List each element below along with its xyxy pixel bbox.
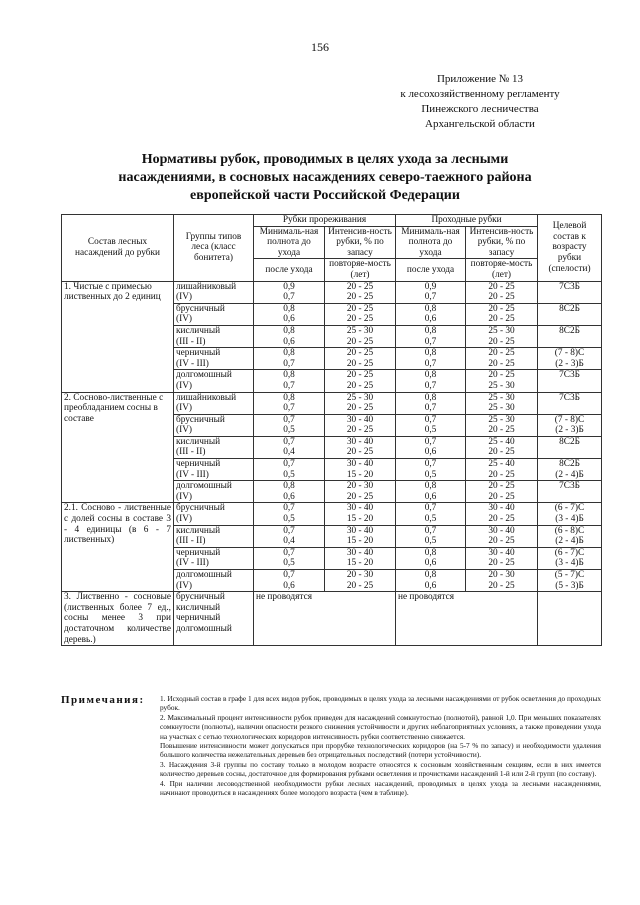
appendix-line: Приложение № 13	[436, 73, 524, 85]
passage-density-line: 0,7	[424, 380, 437, 391]
target-composition-cell	[538, 281, 602, 303]
thinning-density-cell	[254, 303, 325, 325]
thinning-intensity-line: 15 - 20	[346, 514, 374, 525]
passage-intensity-cell	[466, 547, 538, 569]
thinning-density-line: 0,4	[283, 536, 295, 547]
thinning-density-cell	[254, 281, 325, 303]
thinning-intensity-cell	[325, 459, 396, 481]
header-composition: Состав лесных насаждений до рубки	[62, 215, 174, 282]
passage-intensity-line: 20 - 25	[488, 514, 515, 525]
thinning-density-cell	[254, 348, 325, 370]
target-composition-line: (6 - 7)С	[554, 547, 585, 558]
passage-density-line: 0,7	[424, 414, 437, 425]
thinning-density-cell	[254, 392, 325, 414]
forest-type-line: (IV)	[176, 380, 193, 391]
passage-density-cell	[396, 348, 466, 370]
thinning-intensity-cell	[325, 348, 396, 370]
passage-intensity-line: 20 - 25	[488, 370, 515, 381]
target-composition-cell	[538, 570, 602, 592]
passage-density-cell	[396, 436, 466, 458]
thinning-density-line: 0,6	[283, 336, 295, 347]
thinning-density-line: 0,6	[283, 580, 295, 591]
passage-intensity-line: 20 - 25	[488, 281, 515, 292]
passage-density-line: 0,7	[424, 336, 437, 347]
header-intensity: Интенсив-ность рубки, % по запасу	[325, 226, 396, 259]
forest-type-line: черничный	[176, 459, 221, 470]
passage-density-line: 0,8	[424, 570, 437, 580]
thinning-intensity-line: 25 - 30	[346, 392, 374, 403]
passage-density-line: 0,7	[424, 358, 437, 369]
passage-intensity-line: 20 - 25	[488, 580, 515, 591]
thinning-density-line: 0,7	[283, 436, 295, 447]
table-row	[62, 281, 602, 303]
forest-type-name: брусничный	[176, 592, 225, 603]
thinning-intensity-line: 20 - 25	[346, 303, 374, 314]
passage-intensity-line: 25 - 30	[488, 392, 515, 403]
passage-density-cell	[396, 325, 466, 347]
thinning-density-line: 0,8	[283, 303, 295, 314]
passage-density-line: 0,9	[424, 281, 437, 292]
target-composition-line	[540, 447, 599, 458]
thinning-intensity-line: 30 - 40	[346, 436, 374, 447]
thinning-intensity-line: 15 - 20	[346, 469, 374, 480]
thinning-density-cell	[254, 525, 325, 547]
target-composition-line: 8С2Б	[559, 325, 580, 336]
passage-intensity-line: 25 - 40	[488, 436, 515, 447]
target-composition-cell	[538, 547, 602, 569]
thinning-density-cell	[254, 503, 325, 525]
forest-type-cell	[174, 503, 254, 525]
thinning-intensity-line: 20 - 25	[346, 348, 374, 359]
passage-intensity-cell	[466, 436, 538, 458]
passage-density-line: 0,5	[424, 425, 437, 436]
passage-intensity-cell	[466, 459, 538, 481]
target-composition-line	[540, 337, 599, 348]
forest-type-line: (III - II)	[176, 536, 206, 547]
passage-density-line: 0,7	[424, 292, 437, 303]
passage-intensity-cell	[466, 281, 538, 303]
thinning-intensity-line: 20 - 25	[346, 380, 374, 391]
thinning-intensity-line: 20 - 25	[346, 358, 374, 369]
passage-density-line: 0,7	[424, 459, 437, 470]
passage-intensity-line: 20 - 25	[488, 469, 515, 480]
forest-type-line: брусничный	[176, 303, 225, 314]
forest-type-name: долгомошный	[176, 623, 232, 634]
passage-intensity-cell	[466, 481, 538, 503]
passage-intensity-line: 20 - 25	[488, 536, 515, 547]
passage-intensity-cell	[466, 303, 538, 325]
passage-intensity-line: 20 - 25	[488, 358, 515, 369]
thinning-density-line: 0,7	[283, 292, 295, 303]
header-after: после ухода	[254, 259, 325, 281]
passage-intensity-cell	[466, 503, 538, 525]
forest-type-cell	[174, 303, 254, 325]
forest-type-line: (III - II)	[176, 336, 206, 347]
thinning-density-line: 0,5	[283, 469, 295, 480]
thinning-density-line: 0,8	[283, 370, 295, 381]
passage-intensity-cell	[466, 370, 538, 392]
passage-intensity-cell	[466, 414, 538, 436]
passage-density-cell	[396, 570, 466, 592]
forest-type-line: кисличный	[176, 436, 221, 447]
forest-type-line: (IV - III)	[176, 558, 209, 569]
passage-intensity-cell	[466, 325, 538, 347]
thinning-intensity-line: 20 - 25	[346, 314, 374, 325]
thinning-density-cell	[254, 370, 325, 392]
group-label: 2. Сосново-лиственные с преобладанием сосны в составе	[62, 392, 174, 503]
note-item: 1. Исходный состав в графе 1 для всех видов рубок, проводимых в целях ухода за лесными насаждениями от рубок осветления до проходных рубок.	[160, 694, 601, 713]
forest-type-line: брусничный	[176, 414, 225, 425]
thinning-intensity-line: 20 - 25	[346, 336, 374, 347]
passage-density-line: 0,6	[424, 447, 437, 458]
passage-intensity-line: 20 - 25	[488, 292, 515, 303]
forest-type-line: долгомошный	[176, 481, 232, 492]
passage-intensity-cell	[466, 348, 538, 370]
forest-type-cell	[174, 459, 254, 481]
passage-intensity-line: 25 - 30	[488, 325, 515, 336]
target-composition-line: 7С3Б	[559, 281, 580, 292]
passage-density-cell	[396, 481, 466, 503]
forest-type-line: кисличный	[176, 325, 221, 336]
thinning-density-line: 0,8	[283, 348, 295, 359]
passage-density-line: 0,8	[424, 547, 437, 558]
target-composition-line: (3 - 4)Б	[555, 558, 584, 569]
thinning-intensity-cell	[325, 414, 396, 436]
appendix-line: Пинежского лесничества	[421, 103, 539, 115]
appendix-line: к лесохозяйственному регламенту	[400, 88, 560, 100]
target-composition-cell	[538, 348, 602, 370]
target-composition-line: (2 - 4)Б	[555, 469, 584, 480]
target-composition-line: (3 - 4)Б	[555, 514, 584, 525]
title-line: насаждениями, в сосновых насаждениях северо-таежного района	[118, 170, 532, 185]
thinning-intensity-line: 20 - 25	[346, 403, 374, 414]
passage-density-line: 0,6	[424, 580, 437, 591]
notes-section	[61, 694, 601, 797]
passage-intensity-line: 20 - 25	[488, 348, 515, 359]
passage-density-line: 0,7	[424, 503, 437, 514]
target-composition-cell	[538, 525, 602, 547]
target-composition-line	[540, 403, 599, 414]
thinning-density-line: 0,4	[283, 447, 295, 458]
thinning-density-line: 0,5	[283, 425, 295, 436]
forest-type-line: (IV)	[176, 491, 193, 502]
passage-intensity-line: 20 - 25	[488, 558, 515, 569]
passage-density-line: 0,5	[424, 536, 437, 547]
passage-density-cell	[396, 525, 466, 547]
forest-type-line: (IV - III)	[176, 358, 209, 369]
forest-type-line: долгомошный	[176, 570, 232, 580]
target-composition-line	[540, 292, 599, 303]
forest-type-name: кисличный	[176, 602, 221, 613]
target-composition-cell	[538, 459, 602, 481]
thinning-intensity-line: 20 - 30	[346, 481, 374, 492]
passage-density-cell	[396, 459, 466, 481]
not-conducted-cell: не проводятся	[254, 592, 396, 646]
passage-density-line: 0,5	[424, 469, 437, 480]
header-target: Целевой состав к возрасту рубки (спелости)	[538, 215, 602, 282]
passage-intensity-line: 20 - 25	[488, 303, 515, 314]
target-composition-line: 8С2Б	[559, 303, 580, 314]
target-composition-cell	[538, 436, 602, 458]
passage-intensity-cell	[466, 525, 538, 547]
target-composition-line	[540, 314, 599, 325]
passage-intensity-line: 25 - 40	[488, 459, 515, 470]
forest-type-line: долгомошный	[176, 370, 232, 381]
passage-density-line: 0,7	[424, 436, 437, 447]
target-composition-cell	[538, 325, 602, 347]
thinning-intensity-line: 15 - 20	[346, 536, 374, 547]
thinning-intensity-line: 20 - 25	[346, 425, 374, 436]
thinning-intensity-line: 20 - 25	[346, 292, 374, 303]
table-row	[62, 503, 602, 525]
forest-type-cell	[174, 547, 254, 569]
thinning-intensity-line: 20 - 25	[346, 281, 374, 292]
forest-type-cell	[174, 348, 254, 370]
not-conducted-cell: не проводятся	[396, 592, 538, 646]
thinning-intensity-line: 25 - 30	[346, 325, 374, 336]
appendix-line: Архангельской области	[425, 118, 535, 130]
forest-type-line: (IV)	[176, 403, 193, 414]
target-composition-line: (2 - 4)Б	[555, 536, 584, 547]
forest-type-name: черничный	[176, 613, 221, 624]
notes-label: Примечания:	[61, 694, 145, 706]
header-repeat: повторяе-мость (лет)	[325, 259, 396, 281]
target-composition-line: 7С3Б	[559, 392, 580, 403]
passage-intensity-line: 25 - 30	[488, 380, 515, 391]
thinning-intensity-cell	[325, 503, 396, 525]
thinning-density-line: 0,6	[283, 314, 295, 325]
passage-density-cell	[396, 370, 466, 392]
header-thinning: Рубки прореживания	[254, 215, 396, 227]
thinning-density-line: 0,6	[283, 491, 295, 502]
forest-type-cell	[174, 570, 254, 592]
thinning-density-line: 0,7	[283, 525, 295, 536]
target-composition-cell	[538, 481, 602, 503]
header-min-density: Минималь-ная полнота до ухода	[254, 226, 325, 259]
group-label: 1. Чистые с примесью лиственных до 2 единиц	[62, 281, 174, 392]
passage-intensity-line: 20 - 25	[488, 481, 515, 492]
passage-density-line: 0,6	[424, 314, 437, 325]
passage-intensity-line: 20 - 25	[488, 491, 515, 502]
target-composition-line: (7 - 8)С	[554, 414, 585, 425]
thinning-intensity-line: 15 - 20	[346, 558, 374, 569]
passage-intensity-line: 30 - 40	[488, 503, 515, 514]
thinning-density-line: 0,8	[283, 392, 295, 403]
passage-density-cell	[396, 547, 466, 569]
thinning-intensity-cell	[325, 281, 396, 303]
thinning-density-cell	[254, 481, 325, 503]
thinning-intensity-cell	[325, 303, 396, 325]
passage-density-line: 0,8	[424, 348, 437, 359]
forest-type-line: (IV)	[176, 314, 193, 325]
header-forest-groups: Группы типов леса (класс бонитета)	[174, 215, 254, 282]
forest-type-cell	[174, 414, 254, 436]
passage-intensity-line: 20 - 25	[488, 447, 515, 458]
passage-density-cell	[396, 392, 466, 414]
passage-density-line: 0,7	[424, 403, 437, 414]
forest-type-cell	[174, 392, 254, 414]
forest-type-line: лишайниковый	[176, 392, 237, 403]
thinning-density-cell	[254, 436, 325, 458]
document-title	[60, 151, 590, 205]
passage-intensity-line: 25 - 30	[488, 403, 515, 414]
table-row	[62, 392, 602, 414]
target-composition-line: (7 - 8)С	[554, 348, 585, 359]
thinning-density-line: 0,7	[283, 414, 295, 425]
thinning-intensity-line: 20 - 25	[346, 580, 374, 591]
passage-density-cell	[396, 414, 466, 436]
forest-type-cell	[174, 436, 254, 458]
target-composition-line: (5 - 7)С	[554, 570, 585, 580]
thinning-intensity-cell	[325, 392, 396, 414]
target-composition-line: 7С3Б	[559, 370, 580, 381]
target-composition-line: (5 - 3)Б	[555, 580, 584, 591]
passage-density-line: 0,6	[424, 491, 437, 502]
header-passage: Проходные рубки	[396, 215, 538, 227]
title-line: Нормативы рубок, проводимых в целях ухода за лесными	[141, 152, 509, 167]
thinning-density-line: 0,8	[283, 481, 295, 492]
passage-intensity-line: 30 - 40	[488, 547, 515, 558]
thinning-intensity-cell	[325, 370, 396, 392]
forest-type-line: (IV)	[176, 580, 193, 591]
thinning-density-line: 0,7	[283, 547, 295, 558]
thinning-density-cell	[254, 414, 325, 436]
forest-type-line: кисличный	[176, 525, 221, 536]
thinning-intensity-cell	[325, 481, 396, 503]
passage-density-line: 0,5	[424, 514, 437, 525]
passage-intensity-line: 25 - 30	[488, 414, 515, 425]
appendix-header	[360, 72, 600, 132]
passage-density-line: 0,8	[424, 392, 437, 403]
thinning-intensity-line: 30 - 40	[346, 414, 374, 425]
thinning-density-line: 0,7	[283, 459, 295, 470]
thinning-intensity-cell	[325, 570, 396, 592]
thinning-density-cell	[254, 570, 325, 592]
thinning-intensity-cell	[325, 436, 396, 458]
table-row	[62, 592, 602, 646]
passage-intensity-cell	[466, 570, 538, 592]
target-composition-cell	[538, 370, 602, 392]
forest-type-line: (IV)	[176, 425, 193, 436]
group-label: 3. Лиственно - сосновые (лиственных более 7 ед., сосны менее 3 при достаточном количестве деревь.)	[62, 592, 174, 646]
thinning-intensity-line: 20 - 30	[346, 570, 374, 580]
target-cell	[538, 592, 602, 646]
target-composition-line	[540, 381, 599, 392]
page-number: 156	[311, 40, 329, 54]
passage-density-line: 0,8	[424, 325, 437, 336]
passage-intensity-cell	[466, 392, 538, 414]
thinning-intensity-line: 30 - 40	[346, 503, 374, 514]
thinning-density-cell	[254, 459, 325, 481]
header-repeat: повторяе-мость (лет)	[466, 259, 538, 281]
passage-density-line: 0,8	[424, 303, 437, 314]
thinning-density-line: 0,7	[283, 380, 295, 391]
thinning-intensity-line: 20 - 25	[346, 491, 374, 502]
note-item: Повышение интенсивности может допускаться при прорубке технологических коридоров (на 5-7 % по запасу) и необходимости удаления большого количества нежелательных деревьев без отрицательных последствий (потери устойчивости).	[160, 741, 601, 760]
forest-type-cell	[174, 592, 254, 646]
thinning-intensity-line: 20 - 25	[346, 370, 374, 381]
norms-table	[61, 214, 602, 646]
header-after: после ухода	[396, 259, 466, 281]
thinning-density-cell	[254, 547, 325, 569]
passage-density-cell	[396, 503, 466, 525]
thinning-density-line: 0,7	[283, 403, 295, 414]
thinning-density-line: 0,7	[283, 358, 295, 369]
passage-density-line: 0,8	[424, 481, 437, 492]
forest-type-cell	[174, 525, 254, 547]
target-composition-line: (2 - 3)Б	[555, 425, 584, 436]
passage-density-cell	[396, 281, 466, 303]
forest-type-line: (IV - III)	[176, 469, 209, 480]
title-line: европейской части Российской Федерации	[190, 188, 460, 203]
thinning-density-line: 0,5	[283, 514, 295, 525]
target-composition-line: (6 - 8)С	[554, 525, 585, 536]
forest-type-cell	[174, 325, 254, 347]
forest-type-line: лишайниковый	[176, 281, 237, 292]
target-composition-cell	[538, 414, 602, 436]
passage-intensity-line: 20 - 25	[488, 314, 515, 325]
header-intensity: Интенсив-ность рубки, % по запасу	[466, 226, 538, 259]
passage-intensity-line: 20 - 30	[488, 570, 515, 580]
note-item: 3. Насаждения 3-й группы по составу только в молодом возрасте относятся к сосновым хозяйственным секциям, если в них имеется количество деревьев сосны, достаточное для формирования рубками осветления и прочистками насаждений 1-й или 2-й групп (по составу).	[160, 759, 601, 779]
thinning-intensity-cell	[325, 547, 396, 569]
forest-type-line: (IV)	[176, 514, 193, 525]
passage-density-line: 0,8	[424, 370, 437, 381]
thinning-intensity-line: 30 - 40	[346, 525, 374, 536]
forest-type-cell	[174, 481, 254, 503]
forest-type-line: брусничный	[176, 503, 225, 514]
group-label: 2.1. Сосново - лиственные с долей сосны в составе 3 - 4 единицы (в 6 - 7 лиственных)	[62, 503, 174, 592]
thinning-intensity-line: 20 - 25	[346, 447, 374, 458]
passage-intensity-line: 30 - 40	[488, 525, 515, 536]
passage-density-line: 0,6	[424, 558, 437, 569]
passage-density-cell	[396, 303, 466, 325]
passage-density-line: 0,7	[424, 525, 437, 536]
passage-intensity-line: 20 - 25	[488, 336, 515, 347]
target-composition-line: 8С2Б	[559, 436, 580, 447]
forest-type-cell	[174, 370, 254, 392]
target-composition-line: 8С2Б	[559, 459, 580, 470]
forest-type-cell	[174, 281, 254, 303]
thinning-density-line: 0,7	[283, 503, 295, 514]
forest-type-line: черничный	[176, 547, 221, 558]
header-min-density: Минималь-ная полнота до ухода	[396, 226, 466, 259]
thinning-density-line: 0,9	[283, 281, 295, 292]
forest-type-line: (III - II)	[176, 447, 206, 458]
target-composition-line: (2 - 3)Б	[555, 358, 584, 369]
target-composition-cell	[538, 392, 602, 414]
forest-type-line: (IV)	[176, 292, 193, 303]
target-composition-cell	[538, 503, 602, 525]
thinning-density-line: 0,5	[283, 558, 295, 569]
thinning-intensity-line: 30 - 40	[346, 459, 374, 470]
note-item: 2. Максимальный процент интенсивности рубок приведен для насаждений сомкнутостью (полнотой), равной 1,0. При меньших показателях сомкнутости (полноты), наличии опасности резкого снижения устойчивости и других неблагоприятных условиях, а также проведении ухода на участках с сетью технологических коридоров интенсивность рубки соответственно снижается.	[160, 712, 601, 741]
note-item: 4. При наличии лесоводственной необходимости рубки лесных насаждений, проводимых в целях ухода за лесными насаждениями, начинают проводиться в насаждениях более молодого возраста (чем в таблице).	[160, 778, 601, 798]
target-composition-line	[540, 492, 599, 503]
target-composition-line: 7С3Б	[559, 481, 580, 492]
thinning-density-cell	[254, 325, 325, 347]
thinning-density-line: 0,8	[283, 325, 295, 336]
thinning-density-line: 0,7	[283, 570, 295, 580]
forest-type-line: черничный	[176, 348, 221, 359]
target-composition-cell	[538, 303, 602, 325]
target-composition-line: (6 - 7)С	[554, 503, 585, 514]
thinning-intensity-cell	[325, 525, 396, 547]
thinning-intensity-cell	[325, 325, 396, 347]
thinning-intensity-line: 30 - 40	[346, 547, 374, 558]
passage-intensity-line: 20 - 25	[488, 425, 515, 436]
